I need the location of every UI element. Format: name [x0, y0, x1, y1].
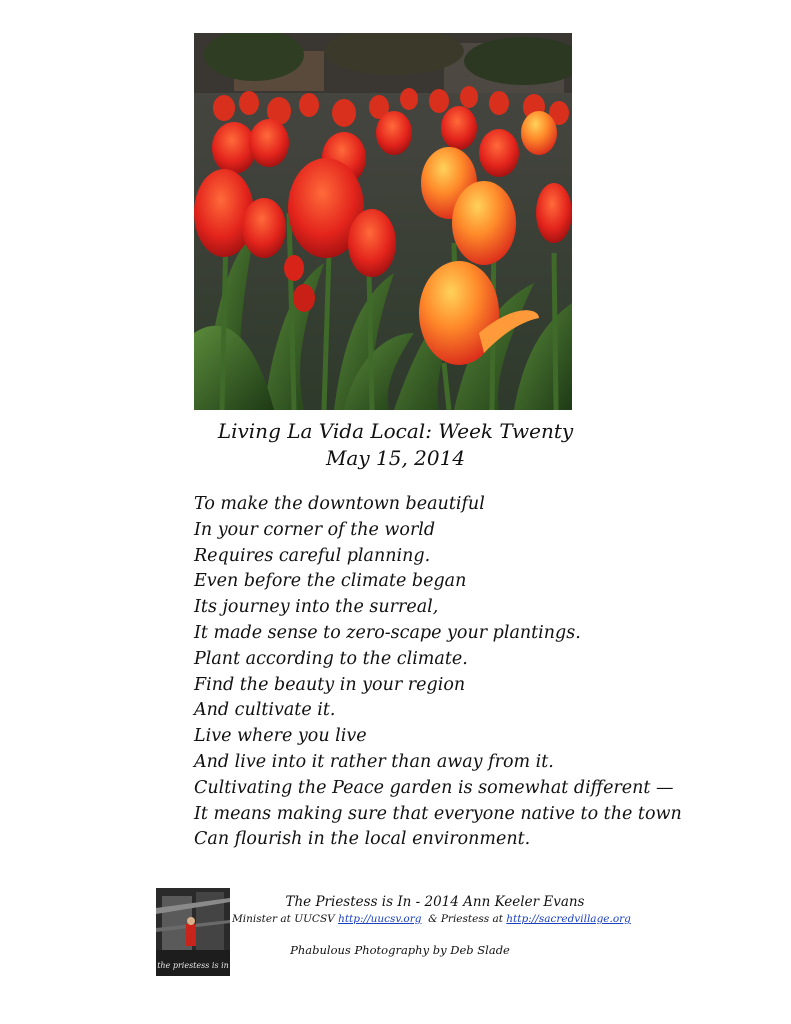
poem-line: Cultivating the Peace garden is somewhat different —	[194, 777, 674, 798]
priestess-logo	[156, 888, 230, 976]
minister-label: Minister at UUCSV	[232, 913, 339, 925]
poem-line: And cultivate it.	[194, 700, 336, 721]
page-title: Living La Vida Local: Week Twenty	[217, 419, 574, 443]
poem-line: It means making sure that everyone native to the town	[194, 803, 682, 824]
credit-line	[232, 913, 632, 925]
poem-line: And live into it rather than away from it.	[194, 751, 554, 772]
poem-line: Plant according to the climate.	[194, 648, 468, 669]
poem-line: Can flourish in the local environment.	[194, 829, 531, 850]
tulips-photo	[194, 33, 572, 410]
page-date: May 15, 2014	[325, 446, 466, 470]
poem	[194, 492, 754, 853]
photo-credit: Phabulous Photography by Deb Slade	[290, 943, 510, 957]
uucsv-link[interactable]: http://uucsv.org	[338, 913, 422, 925]
poem-line: Find the beauty in your region	[194, 674, 466, 695]
poem-line: Its journey into the surreal,	[194, 597, 439, 618]
priestess-label: & Priestess at	[421, 913, 507, 925]
poem-line: Even before the climate began	[194, 571, 467, 592]
title-block	[0, 418, 791, 472]
credit-title: The Priestess is In - 2014 Ann Keeler Evans	[285, 894, 585, 910]
poem-line: Live where you live	[194, 726, 367, 747]
sacredvillage-link[interactable]: http://sacredvillage.org	[506, 913, 631, 925]
poem-line: Requires careful planning.	[194, 545, 431, 566]
tulips-illustration	[194, 33, 572, 410]
poem-line: To make the downtown beautiful	[194, 494, 485, 514]
poem-line: It made sense to zero-scape your plantings.	[194, 622, 581, 643]
poem-line: In your corner of the world	[194, 519, 436, 540]
logo-text: the priestess is in	[157, 961, 229, 970]
